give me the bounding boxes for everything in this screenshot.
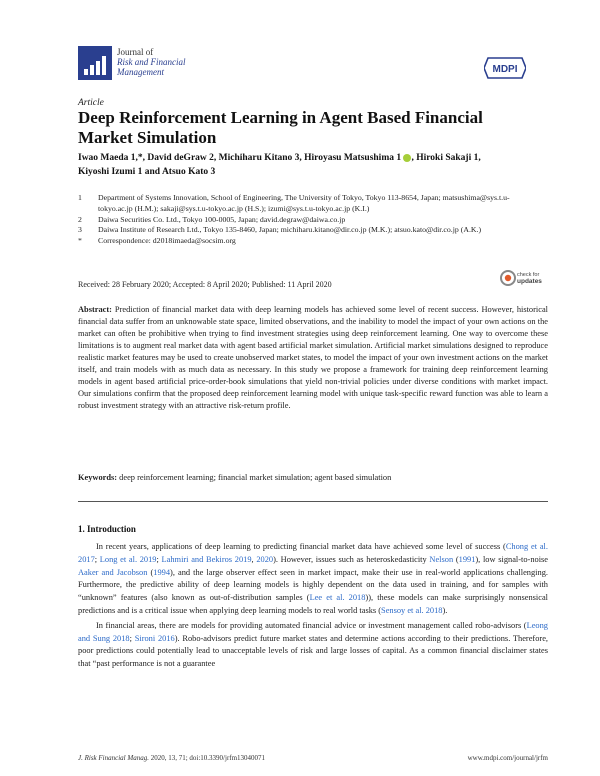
- affiliation-text: Department of Systems Innovation, School of Engineering, The University of Tokyo, Tokyo 113-8654, Japan; matsushima@sys.t.u-tokyo.ac.jp (H.M.); sakaji@sys.t.u-tokyo.ac.jp (H.S.); izumi@sys.t.u-tokyo.ac.jp (K.I.): [98, 193, 510, 213]
- affiliation-number: *: [78, 236, 82, 246]
- publication-dates: Received: 28 February 2020; Accepted: 8 April 2020; Published: 11 April 2020: [78, 280, 332, 289]
- citation-link[interactable]: 1991: [458, 554, 476, 564]
- text-run: )), these models can make surprisingly nonsensical predictions and is a critical issue when applying deep learning models to real world tasks (: [78, 593, 549, 615]
- text-run: ), and the large observer effect seen in market impact, make their use in real-world applications challenging. Furthermore, the predictive ability of deep learning models is highly dependent on the data used in training, and for samples with “unknown” features (also known as out-of-distribution samples (: [78, 567, 548, 603]
- citation-link[interactable]: Aaker and Jacobson: [78, 567, 148, 577]
- update-dot-icon: [505, 275, 511, 281]
- text-run: ,: [251, 554, 257, 564]
- paragraph: [78, 620, 548, 671]
- abstract: [78, 304, 548, 412]
- citation-link[interactable]: 1994: [153, 567, 171, 577]
- mdpi-logo-text: MDPI: [492, 64, 518, 75]
- citation-link[interactable]: Chong et al. 2017: [78, 542, 548, 564]
- footer-doi: 2020, 13, 71; doi:10.3390/jrfm13040071: [150, 754, 266, 762]
- page-title: Deep Reinforcement Learning in Agent Based Financial Market Simulation: [78, 108, 483, 147]
- mdpi-logo: [484, 56, 526, 80]
- correspondence-text: Correspondence: d2018imaeda@socsim.org: [98, 236, 236, 246]
- abstract-text: Prediction of financial market data with deep learning models has achieved some level of recent success. However, historical financial data suffer from an unknowable state space, limited observations, and the inability to model the impact of your own actions on the market can often be prohibitive when trying to find investment strategies using deep reinforcement learning. One way to overcome these limitations is to augment real market data with agent based artificial market simulation. Artificial market simulations designed to reproduce realistic market features may be used to create unobserved market states, to model the impact of your own investment actions on the market itself, and train models with as much data as necessary. In this study we propose a framework for training deep reinforcement learning models in agent based artificial price-order-book simulations that yield non-trivial policies under diverse conditions with market impact. Our simulations confirm that the proposed deep reinforcement learning model with unique task-specific reward function was able to learn a robust investment strategy with an attractive risk-return profile.: [78, 305, 549, 410]
- author-list: [78, 152, 538, 179]
- affiliation-number: 3: [78, 225, 82, 235]
- affiliation-text: Daiwa Institute of Research Ltd., Tokyo 135-8460, Japan; michiharu.kitano@dir.co.jp (M.K.); atsuo.kato@dir.co.jp (A.K.): [98, 225, 482, 235]
- footer-url[interactable]: www.mdpi.com/journal/jrfm: [467, 754, 548, 762]
- footer-journal: J. Risk Financial Manag.: [78, 754, 149, 762]
- paragraph: In recent years, applications of deep learning to predicting financial market data have achieved some level of success (Chong et al. 2017; Long et al. 2019; Lahmiri and Bekiros 2019, 2020). However, issues such as heteroskedasticity Nelson (1991), low signal-to-noise Aaker and Jacobson (1994), and the large observer effect seen in market impact, make their use in real-world applications challenging. Furthermore, the predictive ability of deep learning models is highly dependent on the data used in training, and for samples with “unknown” features (also known as out-of-distribution samples (Lee et al. 2018)), these models can make surprisingly nonsensical predictions and is a critical issue when applying deep learning models to real world tasks (Sensoy et al. 2018).: [78, 542, 549, 615]
- keywords: [78, 472, 548, 484]
- text-run: ). However, issues such as heteroskedasticity: [273, 554, 430, 564]
- article-type: Article: [78, 98, 104, 108]
- check-for-updates-badge[interactable]: [500, 266, 544, 290]
- text-run: ;: [129, 633, 135, 643]
- text-run: In recent years, applications of deep learning to predicting financial market data have achieved some level of success (: [96, 542, 506, 551]
- section-divider: [78, 501, 548, 502]
- affiliation-number: 2: [78, 214, 82, 224]
- journal-logo: [78, 46, 112, 80]
- journal-title: [117, 47, 186, 77]
- page-footer: [78, 754, 548, 762]
- text-run: ;: [94, 554, 100, 564]
- journal-name-line2: Management: [117, 67, 164, 77]
- text-run: ).: [442, 605, 448, 615]
- citation-link[interactable]: Lahmiri and Bekiros 2019: [161, 554, 252, 564]
- affiliation-number: 1: [78, 193, 82, 202]
- affiliations: [78, 193, 538, 247]
- text-run: ). Robo-advisors predict future market states and determine actions according to their predictions. Therefore, poor predictions could potentially lead to unacceptable levels of risk and large losses of capital. As a common financial disclaimer states that “past performance is not a guarantee: [78, 633, 549, 669]
- body-text: [78, 541, 548, 671]
- section-heading: 1. Introduction: [78, 524, 136, 534]
- text-run: ), low signal-to-noise: [475, 554, 549, 564]
- authors-line1: Iwao Maeda 1,*, David deGraw 2, Michiharu Kitano 3, Hiroyasu Matsushima 1: [78, 153, 402, 163]
- footer-citation: [78, 754, 265, 762]
- citation-link[interactable]: Sironi 2016: [134, 633, 175, 643]
- citation-link[interactable]: Sensoy et al. 2018: [381, 605, 443, 615]
- updates-text: updates: [517, 278, 542, 285]
- citation-link[interactable]: Nelson: [429, 554, 454, 564]
- citation-link[interactable]: Long et al. 2019: [99, 554, 157, 564]
- text-run: In financial areas, there are models for providing automated financial advice or investment management called robo-advisors (: [96, 620, 527, 630]
- affiliation-item: [78, 215, 538, 226]
- keywords-text: deep reinforcement learning; financial market simulation; agent based simulation: [119, 473, 392, 482]
- authors-line1b: , Hiroki Sakaji 1,: [411, 153, 481, 163]
- affiliation-item: [78, 236, 538, 247]
- authors-line2: Kiyoshi Izumi 1 and Atsuo Kato 3: [78, 166, 216, 177]
- check-for-text: check for: [517, 272, 540, 278]
- affiliation-item: [78, 193, 538, 215]
- abstract-label: Abstract:: [78, 305, 112, 314]
- keywords-label: Keywords:: [78, 473, 118, 482]
- text-run: ;: [156, 554, 162, 564]
- citation-link[interactable]: Leong and Sung 2018: [78, 620, 548, 643]
- journal-name-line1: Risk and Financial: [117, 57, 186, 67]
- citation-link[interactable]: Lee et al. 2018: [309, 593, 366, 603]
- affiliation-item: [78, 225, 538, 236]
- journal-prefix: Journal of: [117, 47, 154, 57]
- affiliation-text: Daiwa Securities Co. Ltd., Tokyo 100-0005, Japan; david.degraw@daiwa.co.jp: [98, 214, 346, 224]
- citation-link[interactable]: 2020: [256, 554, 274, 564]
